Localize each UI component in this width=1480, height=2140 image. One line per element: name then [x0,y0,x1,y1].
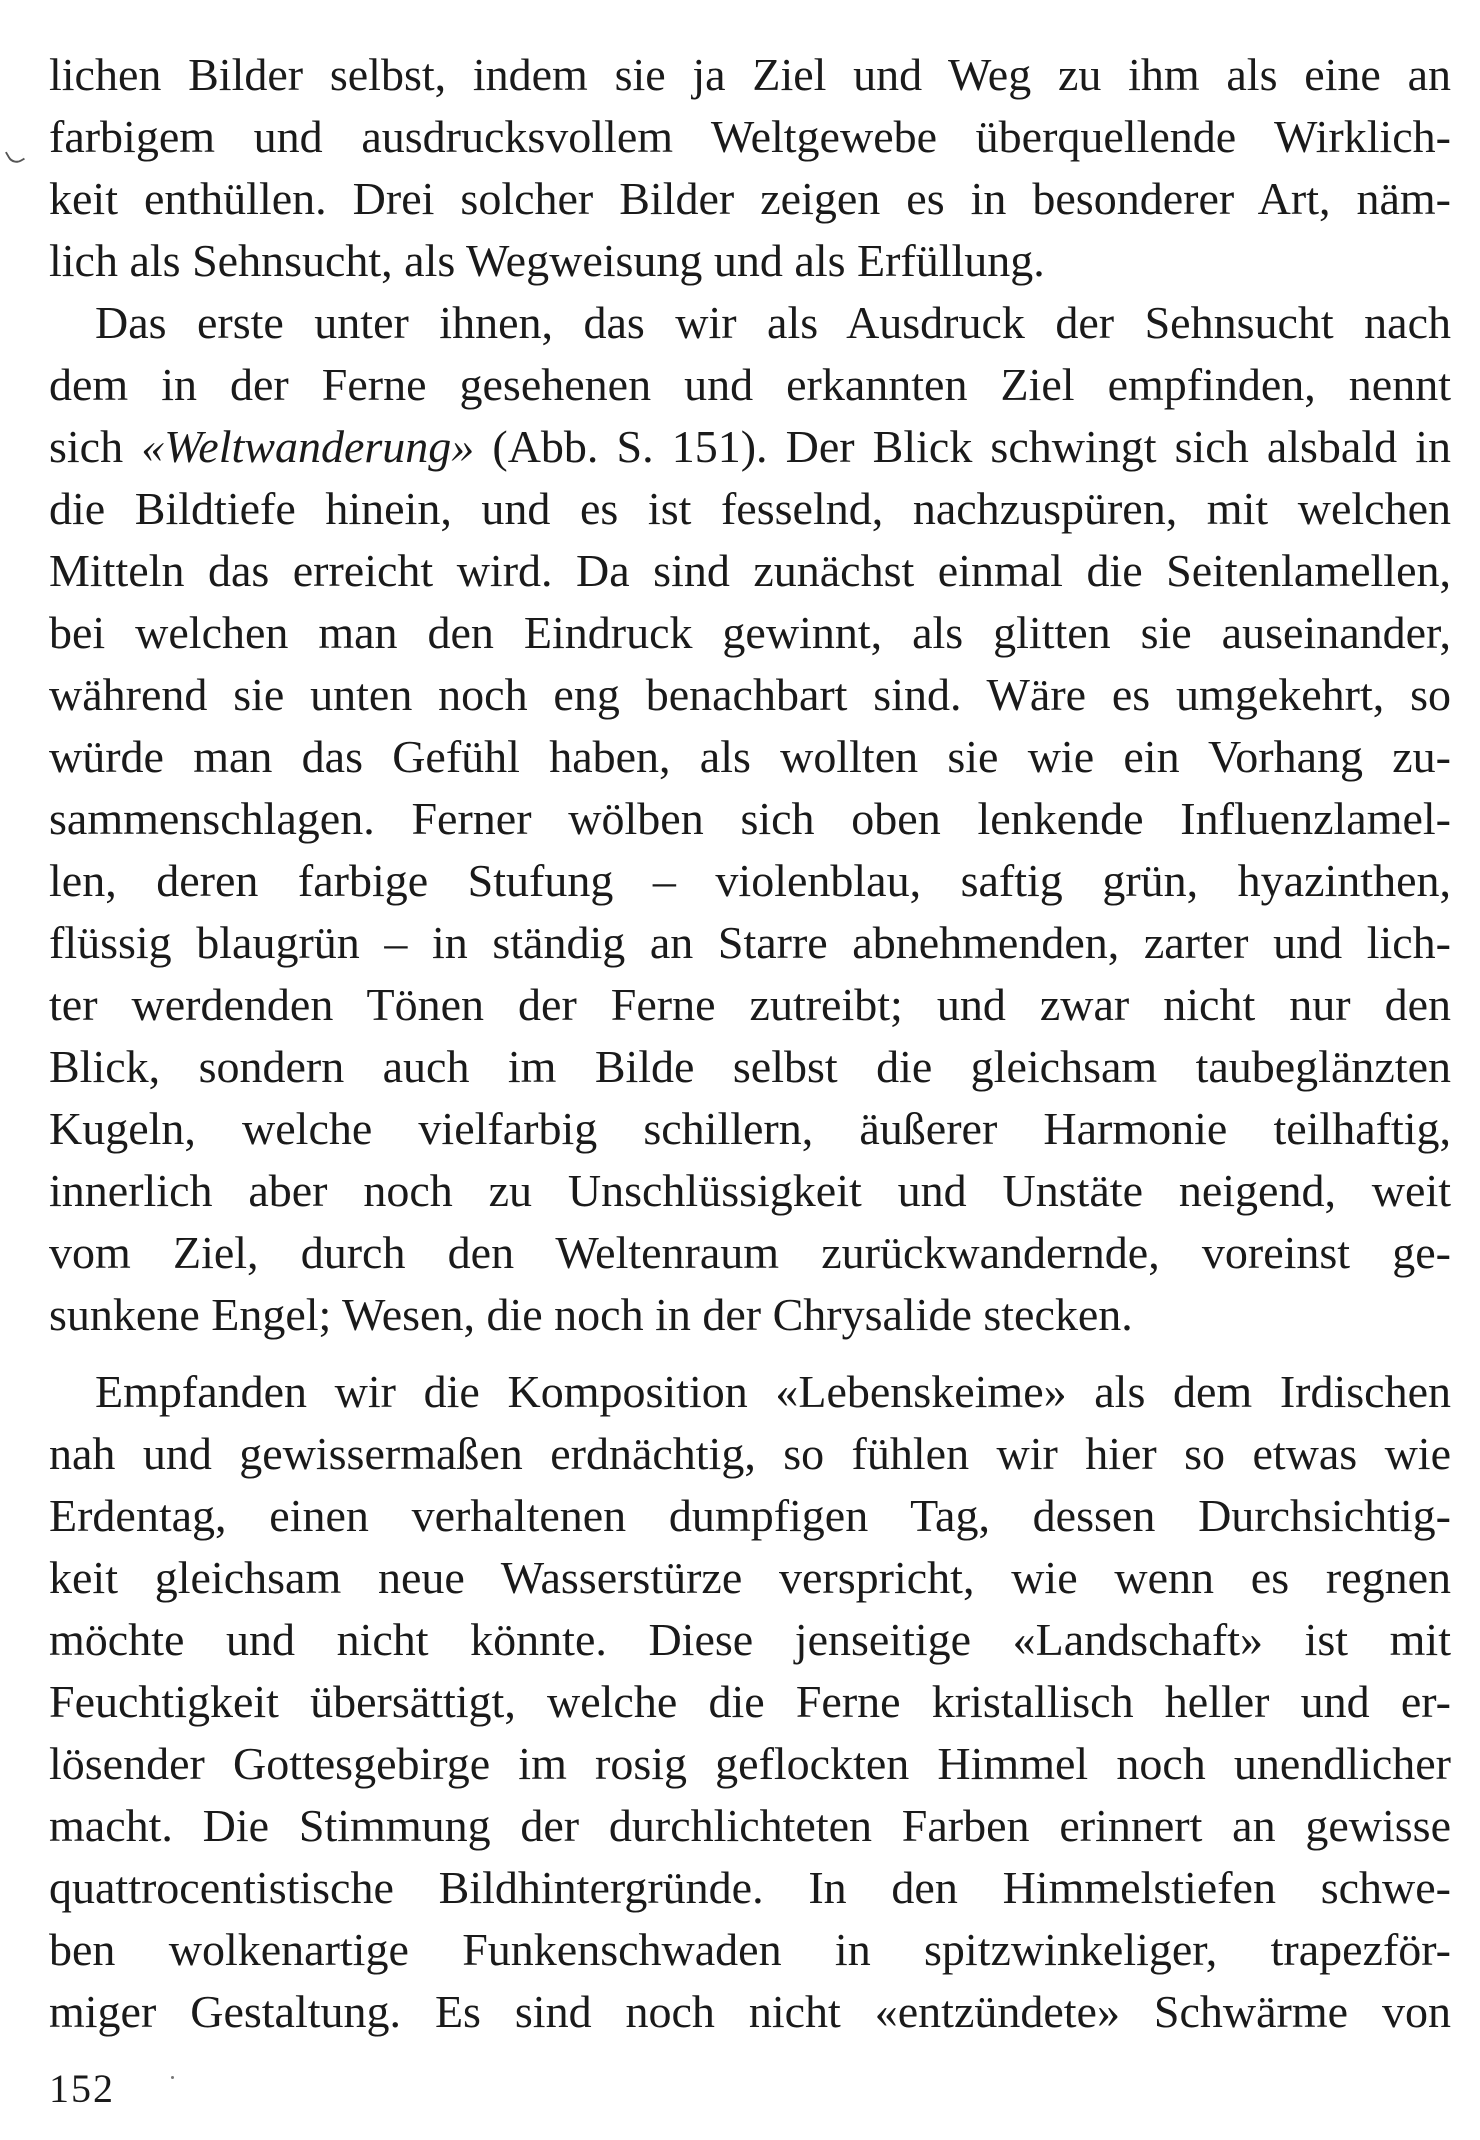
text-line: lich als Sehnsucht, als Wegweisung und als Erfüllung. [49,235,1045,286]
text-line: Mitteln das erreicht wird. Da sind zunächst einmal die Seitenlamellen, [49,545,1451,596]
text-line: macht. Die Stimmung der durchlichteten Farben erinnert an gewisse [49,1800,1451,1851]
paragraph-1 [49,44,1451,292]
text-run: sich [49,421,142,472]
text-line: die Bildtiefe hinein, und es ist fesselnd, nachzuspüren, mit welchen [49,483,1451,534]
text-line: Kugeln, welche vielfarbig schillern, äußerer Harmonie teilhaftig, [49,1103,1451,1154]
text-line: während sie unten noch eng benachbart sind. Wäre es umgekehrt, so [49,669,1451,720]
artwork-title: «Weltwanderung» [141,421,475,472]
page-number: 152 [49,2066,115,2111]
text-line: Blick, sondern auch im Bilde selbst die gleichsam taubeglänzten [49,1041,1451,1092]
text-line: Erdentag, einen verhaltenen dumpfigen Tag, dessen Durchsichtig- [49,1490,1451,1541]
text-line: bei welchen man den Eindruck gewinnt, als glitten sie auseinander, [49,607,1451,658]
text-line: flüssig blaugrün – in ständig an Starre abnehmenden, zarter und lich- [49,917,1451,968]
text-line: len, deren farbige Stufung – violenblau, saftig grün, hyazinthen, [49,855,1451,906]
text-line: lösender Gottesgebirge im rosig geflockten Himmel noch unendlicher [49,1738,1451,1789]
paper-speck [171,2076,174,2079]
text-line: keit gleichsam neue Wasserstürze verspricht, wie wenn es regnen [49,1552,1451,1603]
text-line: möchte und nicht könnte. Diese jenseitige «Landschaft» ist mit [49,1614,1451,1665]
text-line: Das erste unter ihnen, das wir als Ausdruck der Sehnsucht nach [95,297,1451,348]
text-run: (Abb. S. 151). Der Blick schwingt sich alsbald in [474,421,1451,472]
text-line: innerlich aber noch zu Unschlüssigkeit und Unstäte neigend, weit [49,1165,1451,1216]
text-line: Feuchtigkeit übersättigt, welche die Ferne kristallisch heller und er- [49,1676,1451,1727]
text-line: keit enthüllen. Drei solcher Bilder zeigen es in besonderer Art, näm- [49,173,1451,224]
text-line: Empfanden wir die Komposition «Lebenskeime» als dem Irdischen [95,1366,1451,1417]
text-line: lichen Bilder selbst, indem sie ja Ziel und Weg zu ihm als eine an [49,49,1451,100]
text-line: miger Gestaltung. Es sind noch nicht «entzündete» Schwärme von [49,1986,1451,2037]
text-line: sunkene Engel; Wesen, die noch in der Chrysalide stecken. [49,1289,1133,1340]
text-line: ter werdenden Tönen der Ferne zutreibt; und zwar nicht nur den [49,979,1451,1030]
text-line: dem in der Ferne gesehenen und erkannten Ziel empfinden, nennt [49,359,1451,410]
text-line: ben wolkenartige Funkenschwaden in spitzwinkeliger, trapezför- [49,1924,1451,1975]
margin-pencil-mark [5,146,25,167]
text-line: quattrocentistische Bildhintergründe. In den Himmelstiefen schwe- [49,1862,1451,1913]
text-line: sammenschlagen. Ferner wölben sich oben lenkende Influenzlamel- [49,793,1451,844]
text-line: vom Ziel, durch den Weltenraum zurückwandernde, voreinst ge- [49,1227,1451,1278]
text-line: würde man das Gefühl haben, als wollten sie wie ein Vorhang zu- [49,731,1451,782]
body-text [49,44,1451,2043]
text-line: nah und gewissermaßen erdnächtig, so fühlen wir hier so etwas wie [49,1428,1451,1479]
paragraph-2 [49,292,1451,1346]
paragraph-3 [49,1361,1451,2043]
text-line-with-title [49,416,1451,478]
text-line: farbigem und ausdrucksvollem Weltgewebe überquellende Wirklich- [49,111,1451,162]
